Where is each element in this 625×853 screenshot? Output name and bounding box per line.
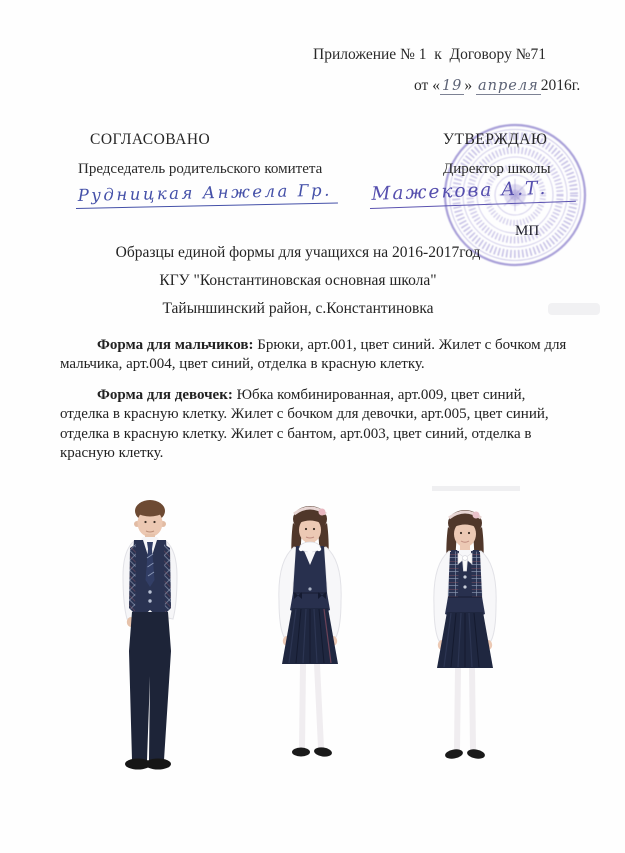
girl2-headband-flower [473, 512, 480, 519]
girls-uniform-text: Юбка комбинированная, арт.009, цвет синий, отделка в красную клетку. Жилет с бочком для девочки, арт.005, цвет синий, отделка в красную клетку. Жилет с бантом, арт.003, цвет синий, отделка в красную клетку. [60, 386, 549, 462]
girl1-figure [279, 506, 341, 758]
agreed-role: Председатель родительского комитета [78, 161, 323, 177]
boys-uniform-text: Брюки, арт.001, цвет синий. Жилет с бочком для мальчика, арт.004, цвет синий, отделка в красную клетку. [60, 337, 567, 373]
approved-heading: УТВЕРЖДАЮ [443, 131, 548, 148]
girl2-left-leg [454, 668, 461, 750]
school-location: Тайыншинский район, с.Константиновка [162, 300, 434, 317]
date-close: » [464, 77, 477, 94]
handwritten-month: апреля [478, 78, 539, 94]
girl2-figure [434, 510, 496, 760]
girl2-left-shoe [444, 748, 463, 760]
boy-trousers [129, 612, 171, 760]
boy-right-shoe [145, 759, 171, 770]
boy-vest-plaid-left [129, 544, 136, 613]
girl2-right-shoe [466, 748, 485, 760]
approved-role: Директор школы [443, 161, 551, 177]
girl2-right-leg [469, 668, 476, 750]
girl1-left-shoe [292, 748, 310, 757]
scan-artifact [548, 303, 600, 315]
boys-uniform-lead: Форма для мальчиков: [97, 337, 254, 353]
boys-uniform-paragraph [60, 336, 568, 375]
boy-tie-knot [147, 542, 153, 549]
approved-signature: Мажекова А.Т. [369, 177, 576, 209]
girls-uniform-paragraph [60, 386, 568, 464]
girl-bows-uniform-photo [248, 501, 372, 775]
scan-artifact [432, 486, 520, 491]
school-name: КГУ "Константиновская основная школа" [159, 272, 437, 289]
girl1-headband-flower [319, 509, 326, 516]
boy-figure [123, 500, 177, 770]
boy-vest-plaid-right [164, 544, 171, 613]
boy-uniform-photo [90, 496, 210, 776]
date-year: 2016г. [540, 77, 581, 94]
agreed-heading: СОГЛАСОВАНО [90, 131, 211, 148]
girl1-right-shoe [313, 746, 332, 757]
girl1-left-leg [299, 664, 306, 748]
date-line [414, 77, 580, 95]
handwritten-day: 19 [441, 78, 463, 94]
samples-title: Образцы единой формы для учащихся на 2016-2017год [115, 244, 481, 261]
girl-plaid-uniform-photo [403, 505, 527, 777]
appendix-line: Приложение № 1 к Договору №71 [313, 46, 546, 63]
uniform-specs [60, 336, 568, 474]
stamp-place-mark: МП [515, 223, 540, 239]
girls-uniform-lead: Форма для девочек: [97, 386, 233, 403]
date-prefix: от « [414, 77, 440, 94]
girl1-right-leg [314, 664, 324, 748]
agreed-signature: Рудницкая Анжела Гр. [76, 181, 338, 209]
